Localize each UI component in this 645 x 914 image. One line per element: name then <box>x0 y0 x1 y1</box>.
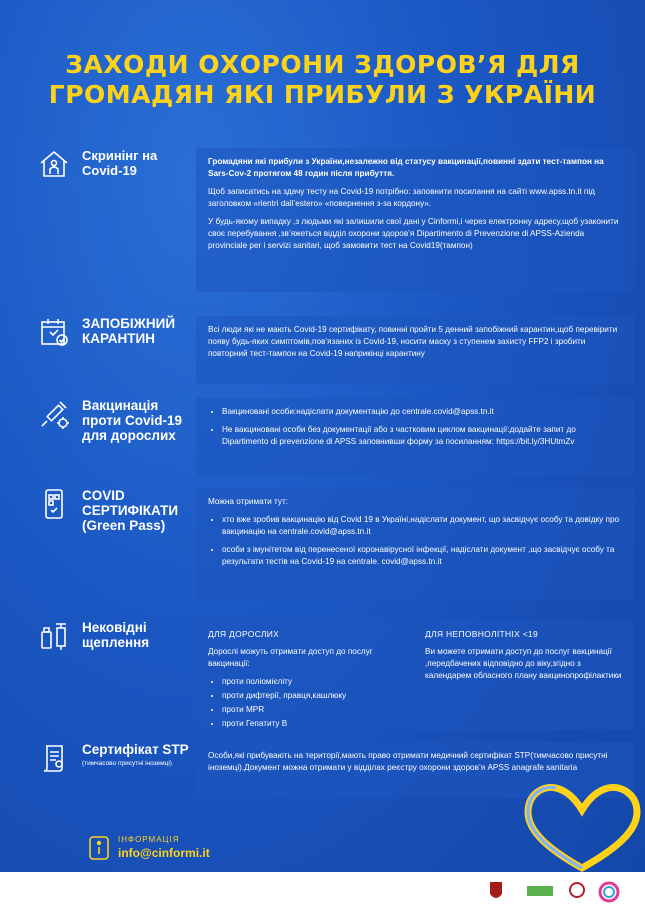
document-scroll-icon <box>38 742 70 774</box>
screening-paragraph-3: У будь-якому випадку ,з людьми які залишили свої дані у Cinformi,і через електронну адресу,щоб узаконити своє перебування ,зв’яжеться відділ охорони здоров’я Dipartimento di Prevenzione di APSS-Azienda provinciale per i servizi sanitari, щоб замовити тест на Covid19(тампон) <box>208 217 619 250</box>
adults-item: • проти Гепатиту В <box>222 718 405 730</box>
page-title <box>0 50 645 110</box>
certificate-item: • хто вже зробив вакцинацію від Covid 19 в Україні,надіслати документ, що засвідчує особу та довідку про вакцинацію на centrale.covid@apss.tn.it <box>222 514 622 538</box>
certificate-panel <box>196 488 634 600</box>
house-person-icon <box>38 148 70 180</box>
screening-label: Скринінг на Covid-19 <box>82 148 158 178</box>
minors-column <box>425 628 622 732</box>
info-email-link[interactable]: info@cinformi.it <box>118 846 210 860</box>
province-logo <box>478 880 514 904</box>
calendar-check-icon <box>38 316 70 348</box>
vaccine-vial-icon <box>38 620 70 652</box>
vaccination-panel <box>196 398 634 476</box>
section-certificate <box>38 488 620 566</box>
title-line-2: ГРОМАДЯН ЯКІ ПРИБУЛИ З УКРАЇНИ <box>48 80 597 109</box>
quarantine-label: ЗАПОБІЖНИЙ КАРАНТИН <box>82 316 176 346</box>
section-vaccination <box>38 398 598 446</box>
vaccines-label: Нековідні щеплення <box>82 620 150 650</box>
adults-item: • проти дифтерії, правця,кашлюку <box>222 690 405 702</box>
title-line-1: ЗАХОДИ ОХОРОНИ ЗДОРОВ’Я ДЛЯ <box>65 50 580 79</box>
certificate-item: • особи з імунітетом від перенесеної коронавірусної інфекції, надіслати документ ,що засвідчує особу та результати тестів на Covid-19 на centrale. covid@apss.tn.it <box>222 544 622 568</box>
screening-paragraph-1: Громадяни які прибули з України,незалежно від статусу вакцинації,повинні здати тест-тампон на Sars-Cov-2 протягом 48 годин після прибуття. <box>208 157 604 178</box>
stp-text: Особи,які прибувають на території,мають право отримати медичний сертифікат STP(тимчасово присутні іноземці).Документ можна отримати у відділах реєстру охорони здоров’я APSS anagrafe sanitaria <box>208 751 608 772</box>
adults-item: • проти поліомієліту <box>222 676 405 688</box>
vaccination-label: Вакцинація проти Covid-19 для дорослих <box>82 398 182 443</box>
apss-logo <box>566 880 588 904</box>
adults-heading: ДЛЯ ДОРОСЛИХ <box>208 629 280 639</box>
section-quarantine <box>38 316 618 358</box>
cinformi-logo <box>596 880 622 904</box>
minors-heading: ДЛЯ НЕПОВНОЛІТНІХ <19 <box>425 629 539 639</box>
ukraine-heart-icon <box>520 780 645 875</box>
adults-item: • проти MPR <box>222 704 405 716</box>
info-icon <box>88 835 110 861</box>
syringe-virus-icon <box>38 398 70 430</box>
quarantine-text: Всі люди які не мають Covid-19 сертифікату, повинні пройти 5 денний запобіжний карантин,щоб перевірити появу будь-яких симптомів,пов’язаних із Covid-19, носити маску з ступенем захисту FFP2 і зробити повторний тест-тампон на Covid-19 наприкінці карантину <box>208 325 618 358</box>
section-stp <box>38 742 608 774</box>
minors-text: Ви можете отримати доступ до послуг вакцинації ,передбачених відповідно до віку,згідно з календарем обласного плану вакцинопрофілактики <box>425 647 622 680</box>
section-screening <box>38 148 619 250</box>
certificate-label: COVID СЕРТИФІКАТИ (Green Pass) <box>82 488 179 533</box>
phone-qr-icon <box>38 488 70 520</box>
quarantine-panel <box>196 316 634 384</box>
screening-panel <box>196 148 634 292</box>
partner-logos <box>0 872 645 914</box>
info-block <box>88 835 210 861</box>
adults-column <box>208 628 405 732</box>
stp-sublabel: (тимчасово присутні іноземці) <box>82 760 172 767</box>
vaccination-item: • Не вакциновані особи без документації або з частковим циклом вакцинації:додайте запит до Dipartimento di prevenzione di APSS заповнивши форму за посиланням: https://bit.ly/3HUtmZv <box>222 424 622 448</box>
vaccination-item: • Вакциновані особи:надіслати документацію до centrale.covid@apss.tn.it <box>222 406 622 418</box>
trentino-logo <box>525 880 555 904</box>
info-title: ІНФОРМАЦІЯ <box>118 835 180 844</box>
stp-label: Сертифікат STP <box>82 742 189 757</box>
adults-text: Дорослі можуть отримати доступ до послуг вакцинації: <box>208 647 373 668</box>
certificate-intro: Можна отримати тут: <box>208 497 289 506</box>
vaccines-panel <box>196 620 634 730</box>
section-vaccines <box>38 620 622 728</box>
screening-paragraph-2: Щоб записатись на здачу тесту на Covid-19 потрібно: заповнити посилання на сайті www.apss.tn.it під заголовком «rientri dall’estero» «повернення з-за кордону». <box>208 187 595 208</box>
